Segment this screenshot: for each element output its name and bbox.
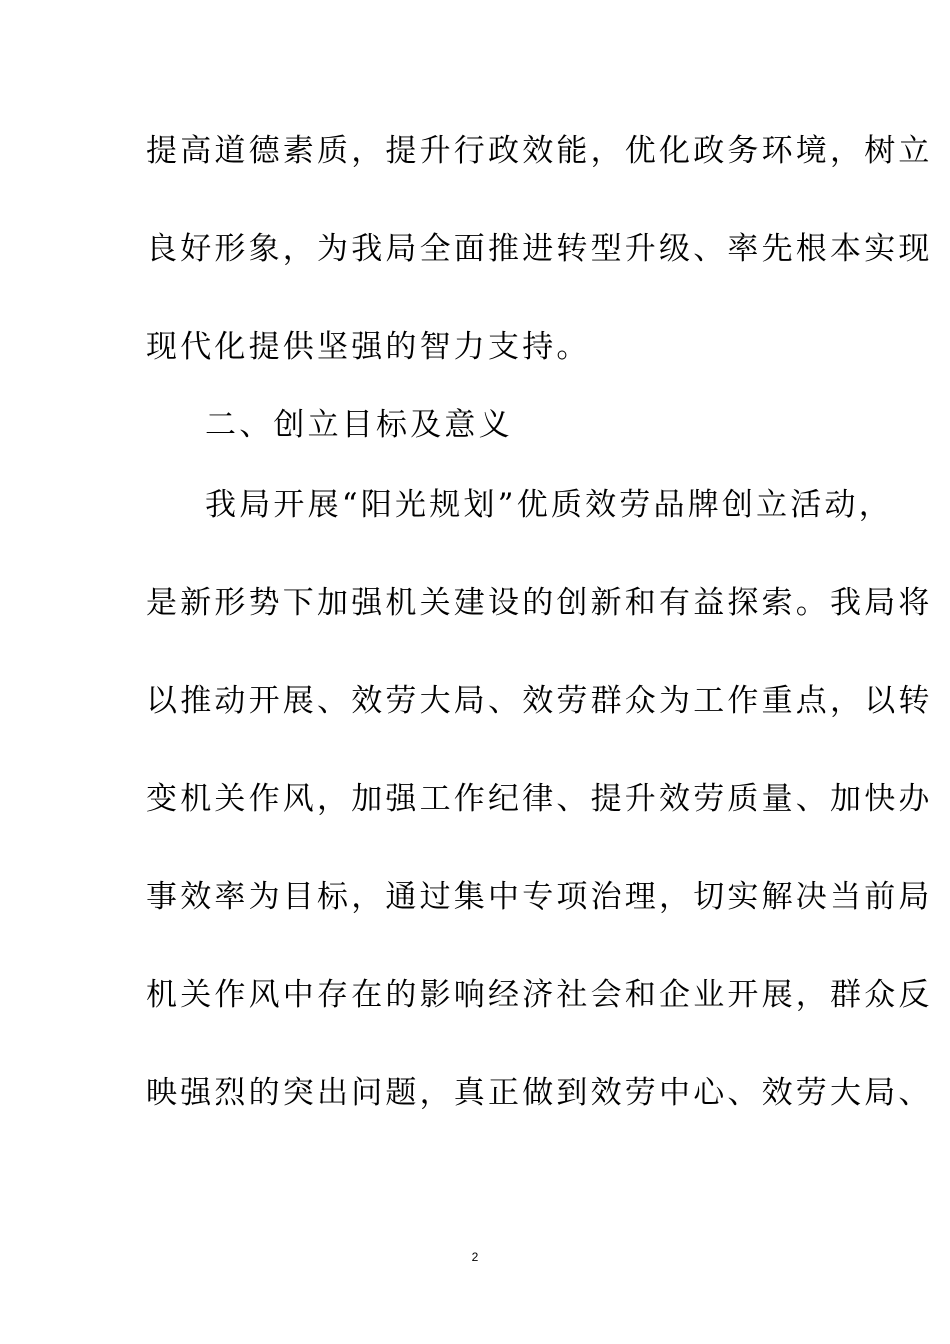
page-number: 2 [471, 1250, 479, 1264]
paragraph-first-line: 我局开展“阳光规划”优质效劳品牌创立活动， [205, 487, 893, 523]
body-text-line: 以推动开展、效劳大局、效劳群众为工作重点，以转 [146, 683, 933, 719]
body-text-line: 提高道德素质，提升行政效能，优化政务环境，树立 [146, 133, 933, 169]
body-text-line: 机关作风中存在的影响经济社会和企业开展，群众反 [146, 977, 933, 1013]
body-text-line: 良好形象，为我局全面推进转型升级、率先根本实现 [146, 231, 933, 267]
body-text-line: 变机关作风，加强工作纪律、提升效劳质量、加快办 [146, 781, 933, 817]
body-text-line: 事效率为目标，通过集中专项治理，切实解决当前局 [146, 879, 933, 915]
body-text-line: 是新形势下加强机关建设的创新和有益探索。我局将 [146, 585, 933, 621]
body-text-line: 映强烈的突出问题，真正做到效劳中心、效劳大局、 [146, 1075, 933, 1111]
body-text-line: 现代化提供坚强的智力支持。 [146, 329, 591, 365]
section-heading: 二、创立目标及意义 [205, 407, 513, 443]
